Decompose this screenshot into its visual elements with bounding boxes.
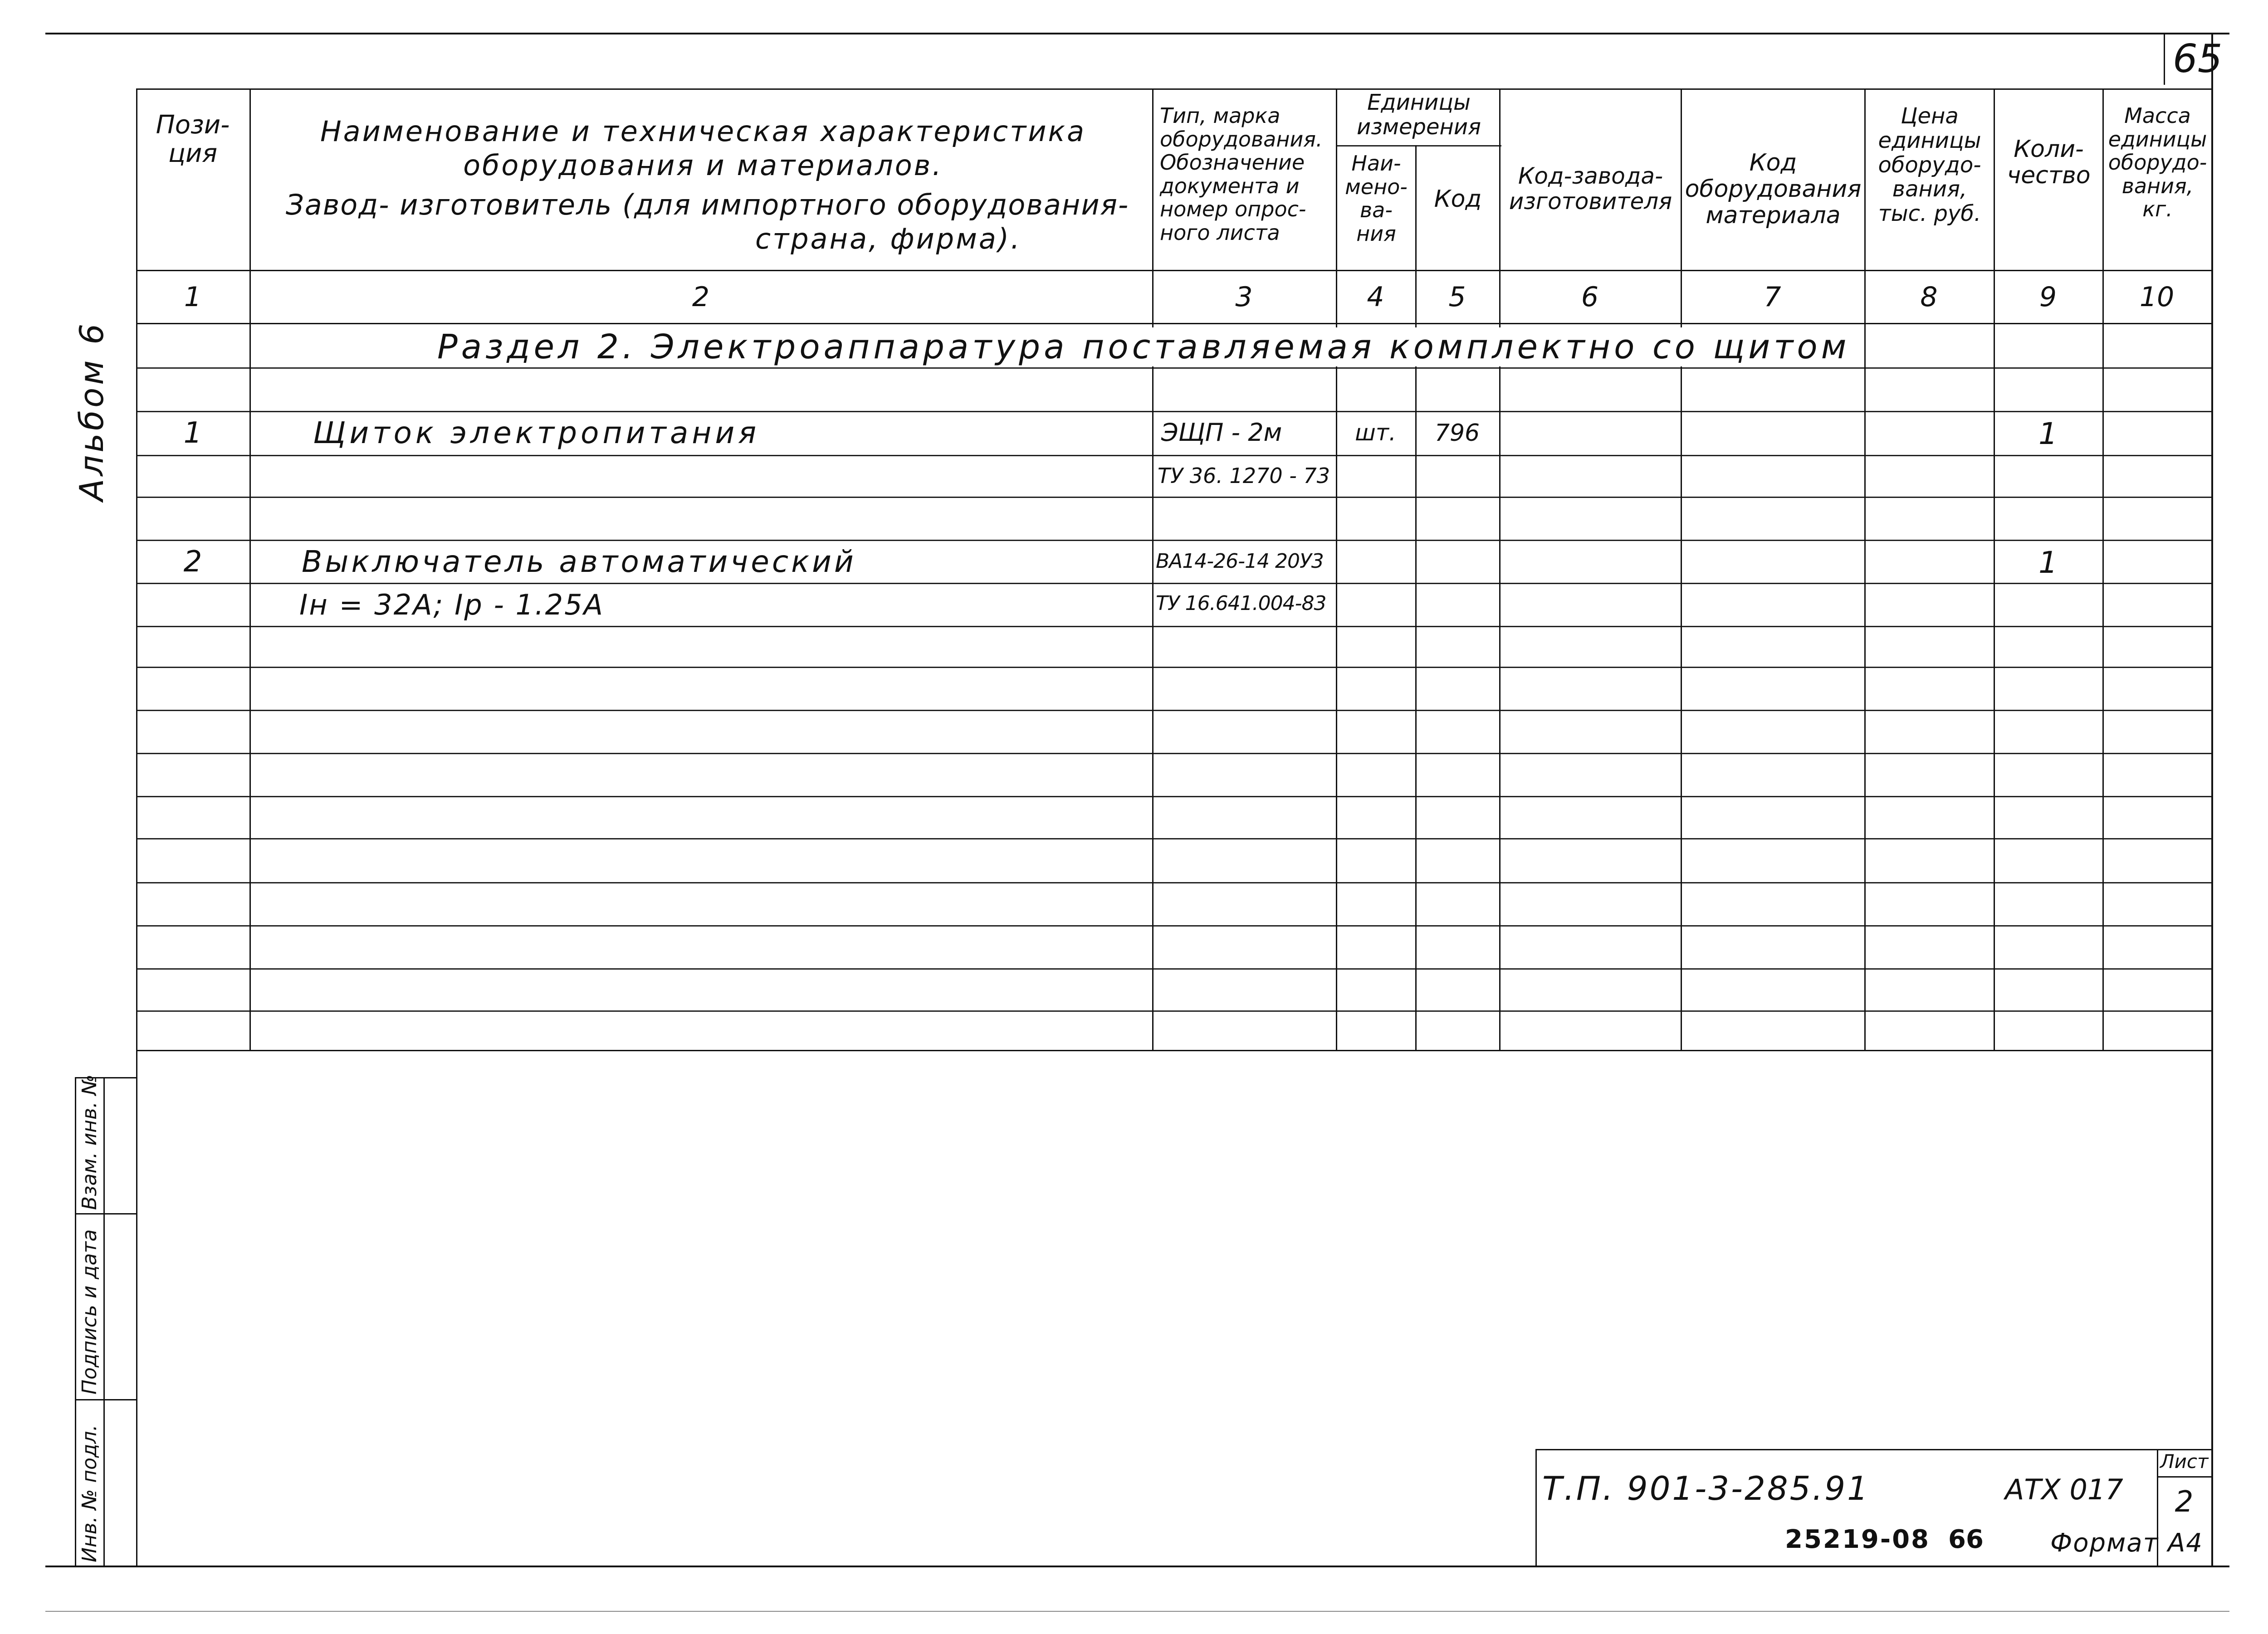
colnum-4: 4 xyxy=(1367,281,1384,313)
col-line-5 xyxy=(1499,88,1501,1051)
colnum-6: 6 xyxy=(1581,281,1599,313)
bottom-faint-line xyxy=(45,1611,2229,1612)
row-line xyxy=(136,968,2211,970)
footer-stamp: 25219-08 xyxy=(1785,1525,1930,1554)
title-block-left xyxy=(1535,1449,1537,1567)
row-line xyxy=(136,882,2211,883)
strip-line-2 xyxy=(75,1399,137,1400)
strip-line-mid xyxy=(103,1077,105,1567)
row-line xyxy=(136,497,2211,498)
row1-unit: шт. xyxy=(1355,419,1396,446)
col-line-1 xyxy=(249,88,251,1051)
section-title: Раздел 2. Электроаппаратура поставляемая комплектно со щитом xyxy=(435,327,1852,366)
sheet-number: 2 xyxy=(2175,1485,2194,1519)
units-subheader-line xyxy=(1336,145,1501,146)
header-quantity: Коли- чество xyxy=(2007,136,2091,190)
header-name-line4: страна, фирма). xyxy=(755,222,1022,255)
colnum-2: 2 xyxy=(692,281,710,313)
row3-type: ВА14-26-14 20У3 xyxy=(1156,550,1324,573)
row-line xyxy=(136,411,2211,412)
footer-copy: 66 xyxy=(1948,1525,1984,1554)
row3-position: 2 xyxy=(183,545,202,579)
row-line xyxy=(136,455,2211,456)
doc-code: Т.П. 901-3-285.91 xyxy=(1542,1469,1870,1507)
col-line-9 xyxy=(2102,88,2104,1051)
row1-type: ЭЩП - 2м xyxy=(1161,418,1282,447)
table-bottom-line xyxy=(136,1050,2211,1051)
row-line xyxy=(136,796,2211,797)
header-unit-mass: Масса единицы оборудо- вания, кг. xyxy=(2108,103,2207,222)
row1-name: Щиток электропитания xyxy=(313,415,760,450)
col-line-2 xyxy=(1152,88,1154,1051)
colnum-10: 10 xyxy=(2139,281,2175,313)
row-line xyxy=(136,1010,2211,1012)
row-line xyxy=(136,667,2211,668)
header-bottom-line xyxy=(136,270,2211,271)
row4-type: ТУ 16.641.004-83 xyxy=(1156,592,1326,615)
header-unit-price: Цена единицы оборудо- вания, тыс. руб. xyxy=(1878,103,1981,226)
col-line-7 xyxy=(1864,88,1866,1051)
row1-quantity: 1 xyxy=(2038,416,2058,451)
row2-type: ТУ 36. 1270 - 73 xyxy=(1158,463,1330,488)
header-name-line3: Завод- изготовитель (для импортного оборудования- xyxy=(286,188,1129,221)
atx-code: АТХ 017 xyxy=(2005,1473,2123,1506)
colnum-8: 8 xyxy=(1920,281,1938,313)
colnum-7: 7 xyxy=(1764,281,1781,313)
strip-line-left xyxy=(75,1077,76,1567)
sheet-cell-divider xyxy=(2157,1476,2211,1478)
top-border xyxy=(45,33,2229,34)
page-number: 65 xyxy=(2173,36,2223,82)
header-name-line2: оборудования и материалов. xyxy=(463,149,943,182)
strip-line-1 xyxy=(75,1213,137,1215)
header-equipment-code: Код оборудования материала xyxy=(1685,149,1862,229)
row-line xyxy=(136,838,2211,839)
row4-name: Iн = 32А; Iр - 1.25А xyxy=(299,588,604,621)
header-factory-code: Код-завода- изготовителя xyxy=(1509,163,1672,215)
title-block-top xyxy=(1535,1449,2211,1450)
col-line-6 xyxy=(1681,88,1682,1051)
row-line xyxy=(136,925,2211,927)
sheet-label: Лист xyxy=(2160,1450,2209,1473)
strip-inv-podl: Инв. № подл. xyxy=(78,1424,101,1562)
row-line xyxy=(136,626,2211,627)
colnum-3: 3 xyxy=(1235,281,1253,313)
row-line xyxy=(136,710,2211,711)
album-label: Альбом 6 xyxy=(73,321,111,501)
row1-position: 1 xyxy=(183,416,202,450)
header-unit-name: Наи- мено- ва- ния xyxy=(1345,151,1408,246)
row-line xyxy=(136,367,2211,369)
header-unit-code: Код xyxy=(1434,185,1482,213)
colnum-5: 5 xyxy=(1448,281,1466,313)
footer-format: Формат А4 xyxy=(2050,1528,2203,1558)
colnum-9: 9 xyxy=(2039,281,2057,313)
row-line xyxy=(136,540,2211,541)
right-border xyxy=(2211,33,2213,1566)
header-type: Тип, марка оборудования. Обозначение документа и номер опрос- ного листа xyxy=(1160,103,1323,245)
row3-name: Выключатель автоматический xyxy=(302,544,856,579)
bottom-border xyxy=(45,1566,2229,1567)
header-position: Пози- ция xyxy=(156,110,230,168)
header-units-group: Единицы измерения xyxy=(1357,90,1481,140)
page-number-box-left xyxy=(2164,33,2165,85)
header-name-line1: Наименование и техническая характеристика xyxy=(320,115,1086,148)
strip-podpis-data: Подпись и дата xyxy=(78,1229,101,1395)
colnum-bottom-line xyxy=(136,323,2211,324)
colnum-1: 1 xyxy=(184,281,202,313)
table-top-line xyxy=(136,88,2211,90)
row3-quantity: 1 xyxy=(2038,545,2058,580)
row-line xyxy=(136,583,2211,584)
row-line xyxy=(136,753,2211,754)
row1-code: 796 xyxy=(1434,419,1480,447)
strip-vzam-inv: Взам. инв. № xyxy=(78,1074,101,1210)
